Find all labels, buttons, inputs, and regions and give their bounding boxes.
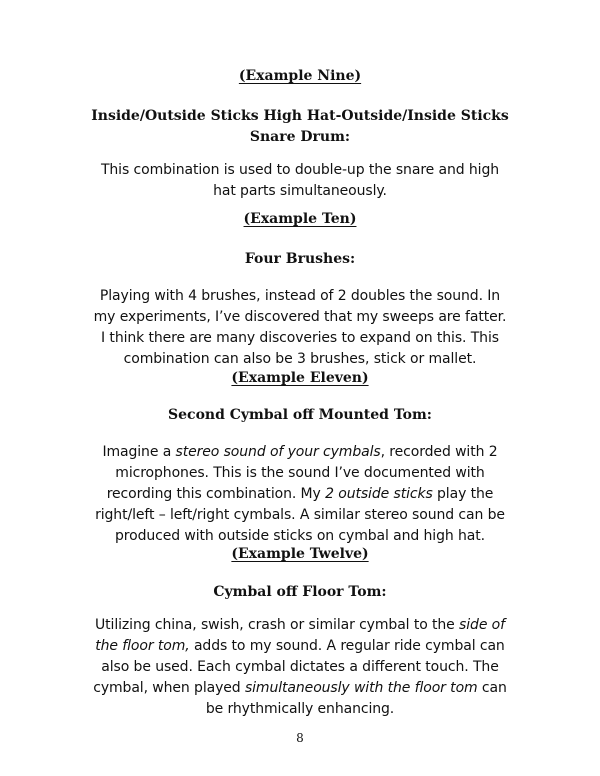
example-twelve-paragraph-line5: be rhythmically enhancing. bbox=[205, 701, 395, 717]
example-nine-paragraph-line1: This combination is used to double-up the snare and high bbox=[100, 162, 500, 178]
example-ten-paragraph bbox=[70, 286, 530, 370]
example-eleven-paragraph-line2: microphones. This is the sound I’ve documented with bbox=[115, 465, 485, 481]
example-nine-heading bbox=[70, 106, 530, 148]
page-number: 8 bbox=[296, 731, 304, 745]
example-eleven-paragraph-line3: recording this combination. My 2 outside sticks play the bbox=[106, 486, 494, 502]
example-ten-heading: Four Brushes: bbox=[244, 251, 356, 267]
example-eleven-heading: Second Cymbal off Mounted Tom: bbox=[168, 407, 432, 423]
emphasis-text: side of bbox=[459, 617, 505, 633]
example-twelve-paragraph bbox=[70, 615, 530, 720]
emphasis-text: the floor tom, bbox=[95, 638, 190, 654]
example-eleven-title: (Example Eleven) bbox=[231, 370, 369, 386]
example-eleven-paragraph bbox=[70, 442, 530, 547]
example-twelve-paragraph-line3: also be used. Each cymbal dictates a different touch. The bbox=[101, 659, 499, 675]
example-nine-title: (Example Nine) bbox=[238, 68, 362, 84]
example-eleven-paragraph-line5: produced with outside sticks on cymbal and high hat. bbox=[114, 528, 485, 544]
example-ten-paragraph-line4: combination can also be 3 brushes, stick or mallet. bbox=[123, 351, 477, 367]
example-nine-paragraph-line2: hat parts simultaneously. bbox=[213, 183, 387, 199]
example-twelve-paragraph-line2: the floor tom, adds to my sound. A regular ride cymbal can bbox=[95, 638, 505, 654]
example-ten-paragraph-line2: my experiments, I’ve discovered that my sweeps are fatter. bbox=[93, 309, 507, 325]
example-ten-title: (Example Ten) bbox=[243, 211, 357, 227]
emphasis-text: 2 outside sticks bbox=[325, 486, 433, 502]
example-twelve-paragraph-line4: cymbal, when played simultaneously with the floor tom can bbox=[93, 680, 507, 696]
example-twelve-paragraph-line1: Utilizing china, swish, crash or similar cymbal to the side of bbox=[95, 617, 505, 633]
example-nine-heading-line2: Snare Drum: bbox=[249, 129, 351, 145]
example-ten-paragraph-line1: Playing with 4 brushes, instead of 2 doubles the sound. In bbox=[99, 288, 501, 304]
example-eleven-paragraph-line1: Imagine a stereo sound of your cymbals, recorded with 2 bbox=[102, 444, 498, 460]
example-nine-paragraph bbox=[70, 160, 530, 202]
emphasis-text: simultaneously with the floor tom bbox=[244, 680, 478, 696]
example-eleven-paragraph-line4: right/left – left/right cymbals. A similar stereo sound can be bbox=[95, 507, 505, 523]
emphasis-text: stereo sound of your cymbals bbox=[175, 444, 381, 460]
example-twelve-title: (Example Twelve) bbox=[231, 546, 369, 562]
example-nine-heading-line1: Inside/Outside Sticks High Hat-Outside/Inside Sticks bbox=[91, 108, 509, 124]
example-twelve-heading: Cymbal off Floor Tom: bbox=[213, 584, 387, 600]
example-ten-paragraph-line3: I think there are many discoveries to expand on this. This bbox=[101, 330, 499, 346]
